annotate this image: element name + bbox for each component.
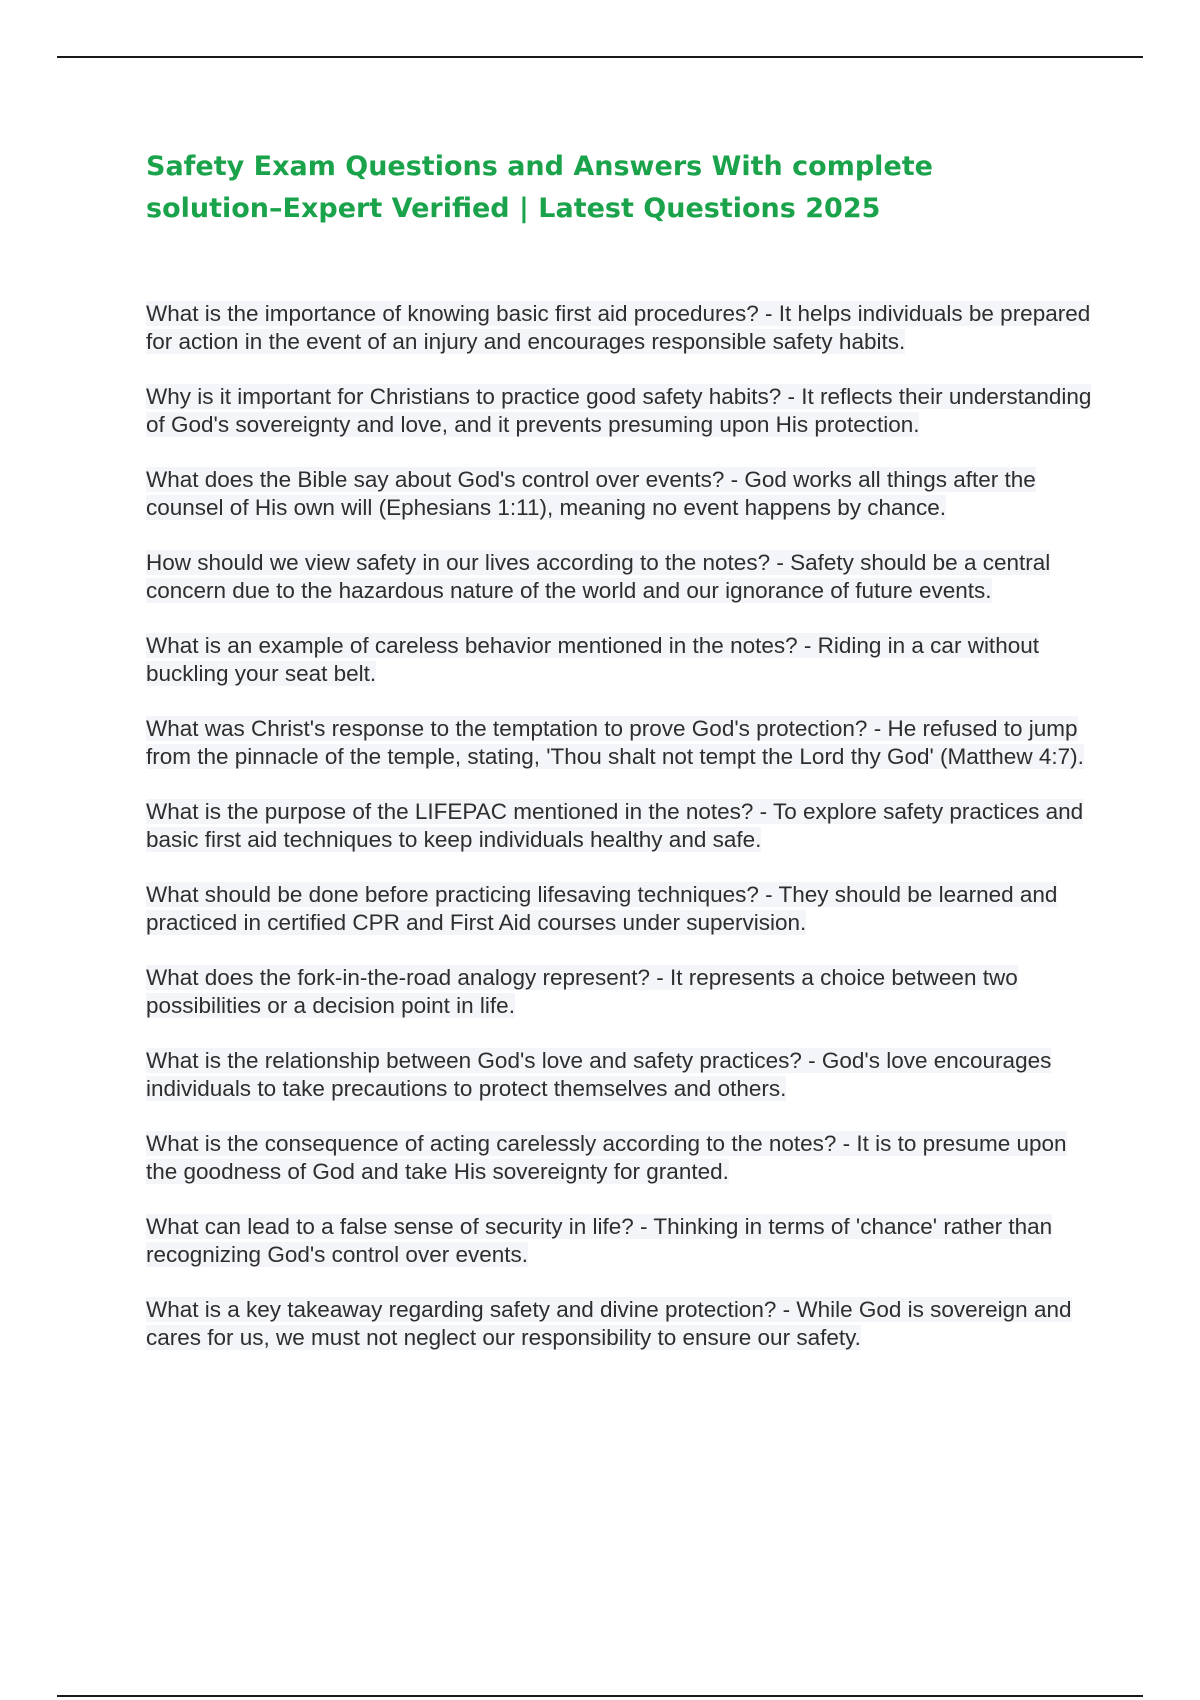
qa-text: What is a key takeaway regarding safety and divine protection? - While God is sovereign and cares for us, we must not neglect our responsibility to ensure our safety. — [146, 1297, 1072, 1350]
bottom-rule — [57, 1695, 1143, 1697]
qa-text: What can lead to a false sense of security in life? - Thinking in terms of 'chance' rather than recognizing God's control over events. — [146, 1214, 1053, 1267]
qa-item — [146, 964, 1096, 1020]
qa-text: What is the purpose of the LIFEPAC mentioned in the notes? - To explore safety practices and basic first aid techniques to keep individuals healthy and safe. — [146, 799, 1084, 852]
qa-item — [146, 383, 1096, 439]
qa-item — [146, 881, 1096, 937]
qa-item — [146, 1296, 1096, 1352]
qa-text: What does the fork-in-the-road analogy represent? - It represents a choice between two possibilities or a decision point in life. — [146, 965, 1018, 1018]
qa-item — [146, 715, 1096, 771]
qa-item — [146, 466, 1096, 522]
qa-item — [146, 1213, 1096, 1269]
qa-text: What is an example of careless behavior mentioned in the notes? - Riding in a car without buckling your seat belt. — [146, 633, 1039, 686]
qa-item — [146, 549, 1096, 605]
document-title: Safety Exam Questions and Answers With complete solution–Expert Verified | Latest Questions 2025 — [146, 151, 933, 224]
qa-text: Why is it important for Christians to practice good safety habits? - It reflects their understanding of God's sovereignty and love, and it prevents presuming upon His protection. — [146, 384, 1092, 437]
qa-text: How should we view safety in our lives according to the notes? - Safety should be a central concern due to the hazardous nature of the world and our ignorance of future events. — [146, 550, 1051, 603]
qa-text: What is the consequence of acting carelessly according to the notes? - It is to presume upon the goodness of God and take His sovereignty for granted. — [146, 1131, 1067, 1184]
qa-item — [146, 798, 1096, 854]
qa-text: What does the Bible say about God's control over events? - God works all things after the counsel of His own will (Ephesians 1:11), meaning no event happens by chance. — [146, 467, 1036, 520]
qa-list — [146, 300, 1096, 1379]
qa-text: What should be done before practicing lifesaving techniques? - They should be learned and practiced in certified CPR and First Aid courses under supervision. — [146, 882, 1058, 935]
qa-text: What is the relationship between God's love and safety practices? - God's love encourages individuals to take precautions to protect themselves and others. — [146, 1048, 1052, 1101]
qa-text: What was Christ's response to the temptation to prove God's protection? - He refused to jump from the pinnacle of the temple, stating, 'Thou shalt not tempt the Lord thy God' (Matthew 4:7). — [146, 716, 1084, 769]
qa-item — [146, 1047, 1096, 1103]
qa-item — [146, 300, 1096, 356]
qa-text: What is the importance of knowing basic first aid procedures? - It helps individuals be prepared for action in the event of an injury and encourages responsible safety habits. — [146, 301, 1091, 354]
qa-item — [146, 1130, 1096, 1186]
top-rule — [57, 56, 1143, 58]
qa-item — [146, 632, 1096, 688]
